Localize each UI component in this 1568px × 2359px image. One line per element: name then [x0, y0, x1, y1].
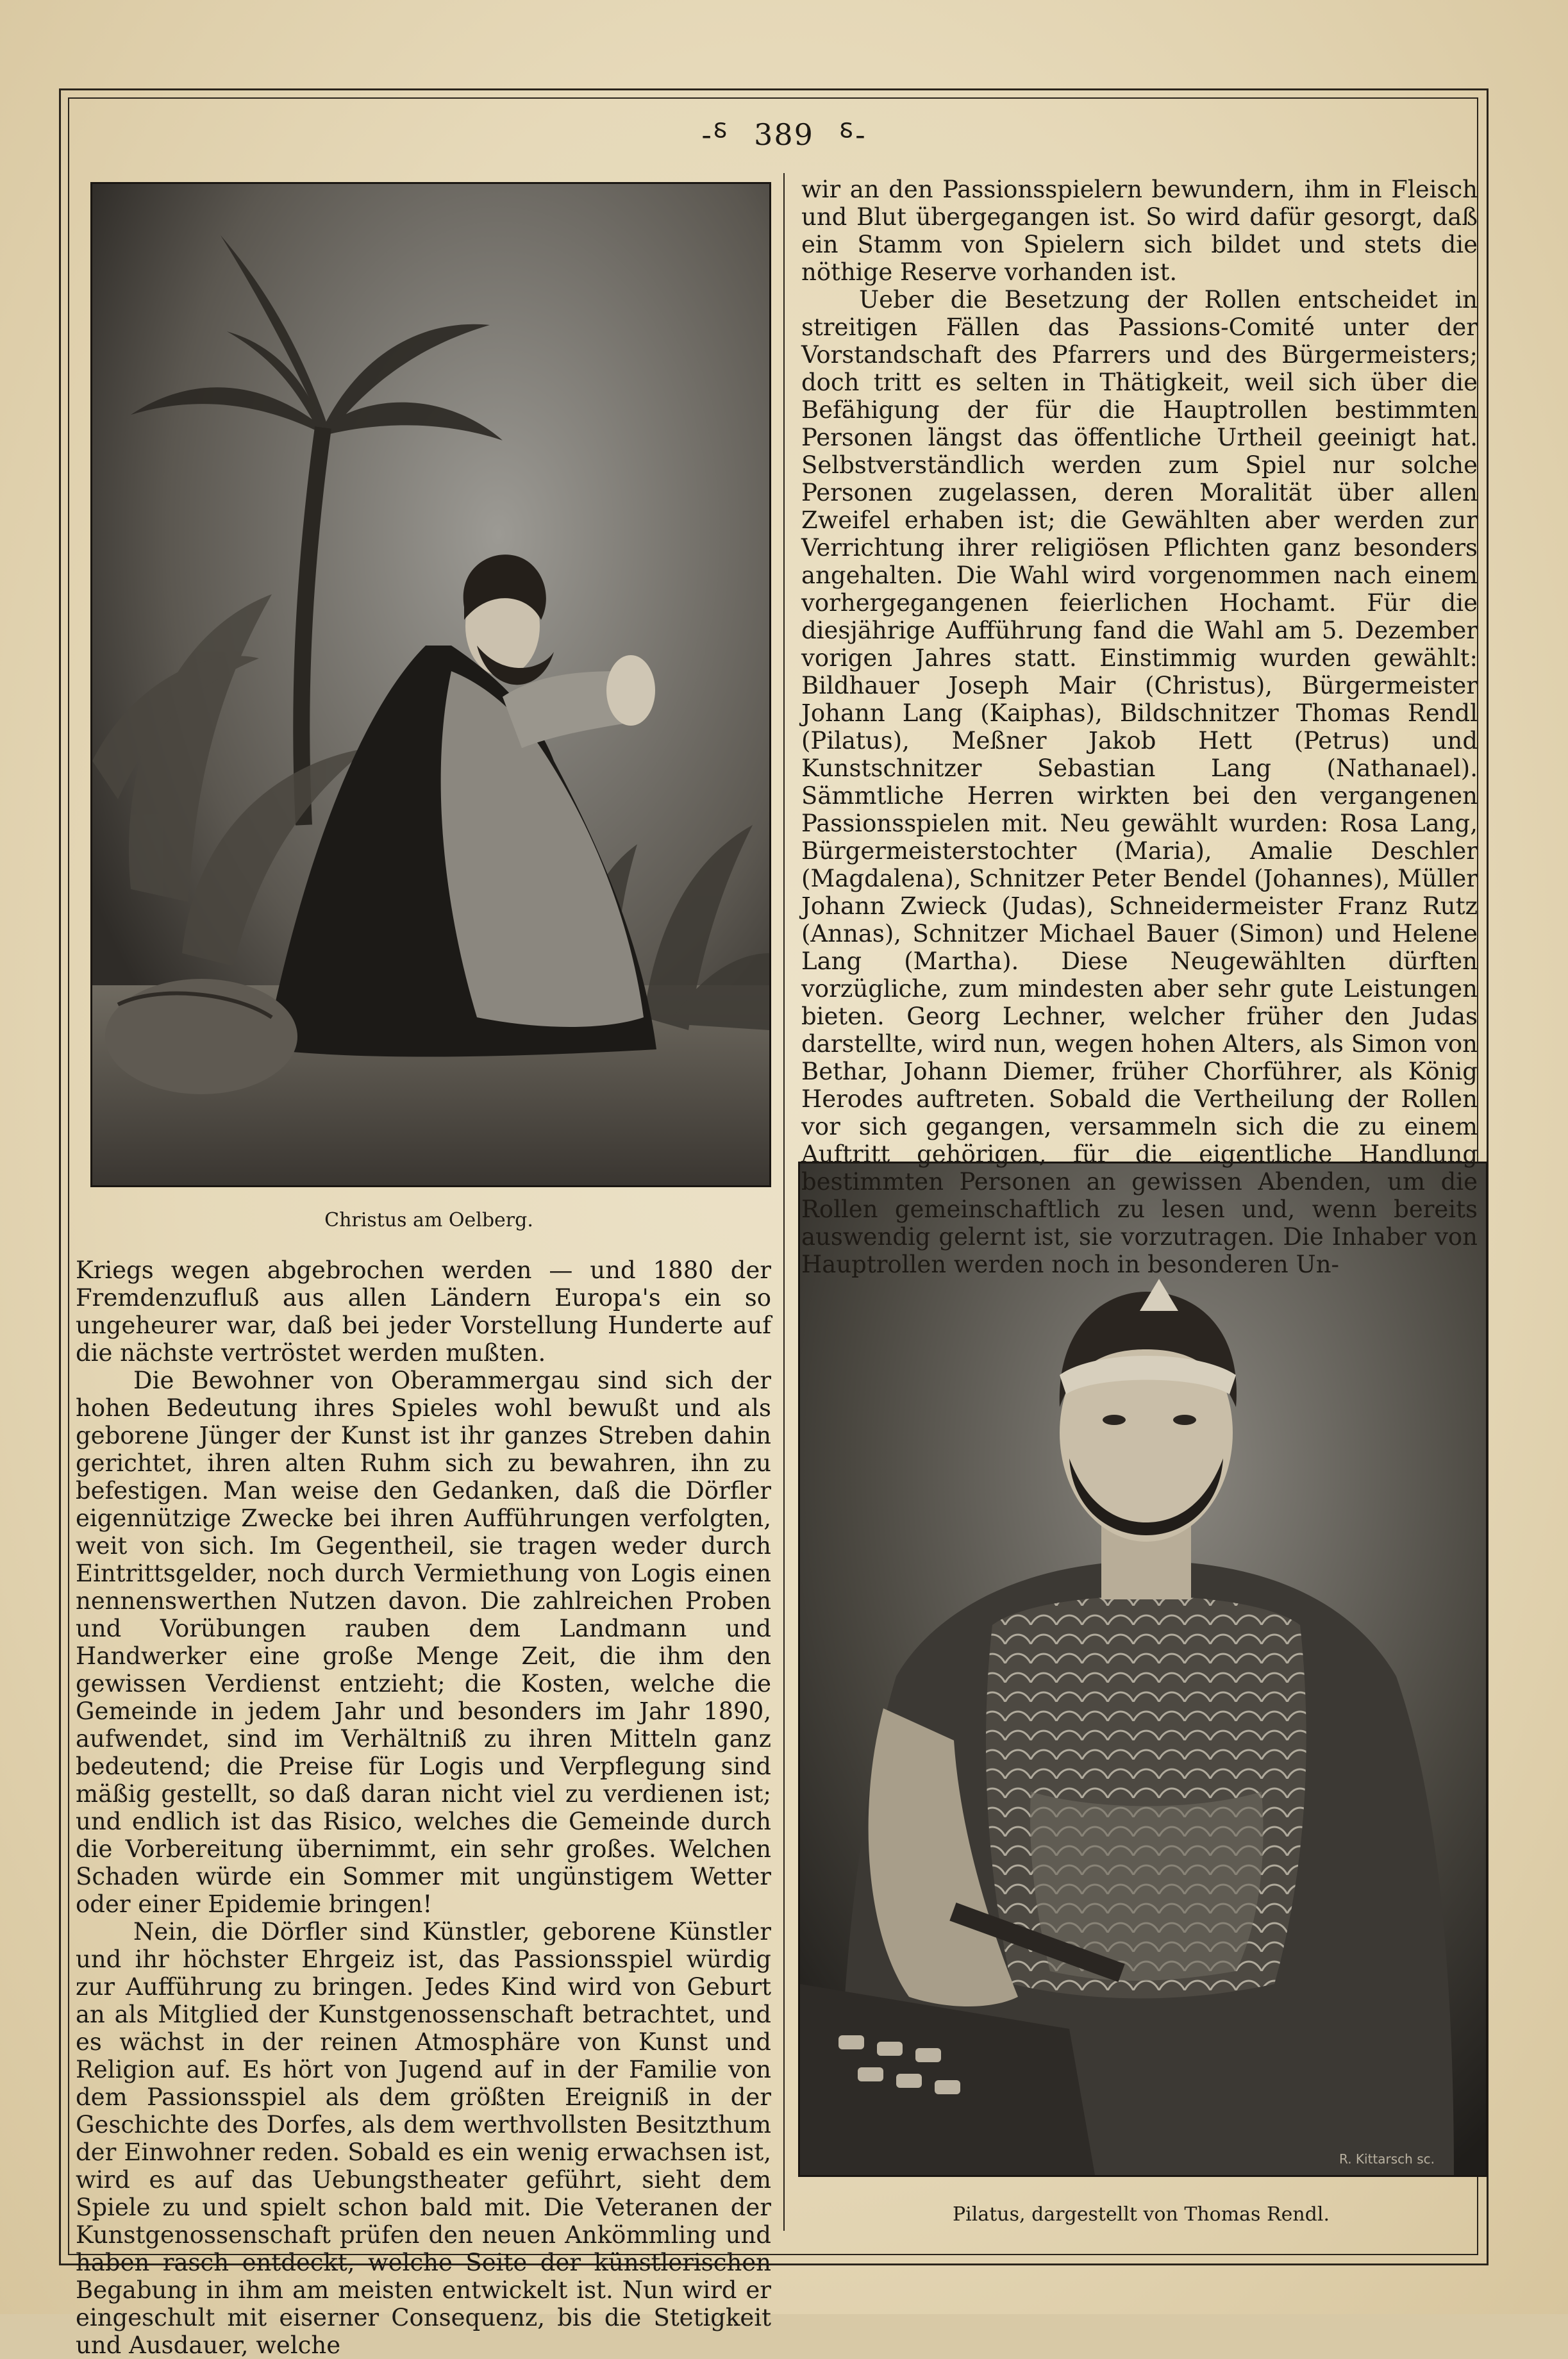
left-column-text [76, 1256, 771, 2359]
page-number: 389 [754, 117, 814, 152]
right-paragraph-1: wir an den Passionsspielern bewundern, ihm in Fleisch und Blut übergegangen ist. So wird dafür gesorgt, daß ein Stamm von Spielern sich bildet und stets die nöthige Reserve vorhanden ist. [801, 176, 1478, 286]
photo-christus-am-oelberg [90, 182, 771, 1187]
right-paragraph-2: Ueber die Besetzung der Rollen entscheidet in streitigen Fällen das Passions-Comité unter der Vorstandschaft des Pfarrers und des Bürgermeisters; doch tritt es selten in Thätigkeit, weil sich über die Befähigung der für die Hauptrollen bestimmten Personen längst das öffentliche Urtheil geeinigt hat. Selbstverständlich werden zum Spiel nur solche Personen zugelassen, deren Moralität über allen Zweifel erhaben ist; die Gewählten aber werden zur Verrichtung ihrer religiösen Pflichten ganz besonders angehalten. Die Wahl wird vorgenommen nach einem vorhergegangenen feierlichen Hochamt. Für die diesjährige Aufführung fand die Wahl am 5. Dezember vorigen Jahres statt. Einstimmig wurden gewählt: Bildhauer Joseph Mair (Christus), Bürgermeister Johann Lang (Kaiphas), Bildschnitzer Thomas Rendl (Pilatus), Meßner Jakob Hett (Petrus) und Kunstschnitzer Sebastian Lang (Nathanael). Sämmtliche Herren wirkten bei den vergangenen Passionsspielen mit. Neu gewählt wurden: Rosa Lang, Bürgermeisterstochter (Maria), Amalie Deschler (Magdalena), Schnitzer Peter Bendel (Johannes), Müller Johann Zwieck (Judas), Schneidermeister Franz Rutz (Annas), Schnitzer Michael Bauer (Simon) und Helene Lang (Martha). Diese Neugewählten dürften vorzügliche, zum mindesten aber sehr gute Leistungen bieten. Georg Lechner, welcher früher den Judas darstellte, wird nun, wegen hohen Alters, als Simon von Bethar, Johann Diemer, früher Chorführer, als König Herodes auftreten. Sobald die Vertheilung der Rollen vor sich gegangen, versammeln sich die zu einem Auftritt gehörigen, für die eigentliche Handlung bestimmten Personen an gewissen Abenden, um die Rollen gemeinschaftlich zu lesen und, wenn bereits auswendig gelernt ist, sie vorzutragen. Die Inhaber von Hauptrollen werden noch in besonderen Un- [801, 286, 1478, 1278]
left-paragraph-3: Nein, die Dörfler sind Künstler, geborene Künstler und ihr höchster Ehrgeiz ist, das Passionsspiel würdig zur Aufführung zu bringen. Jedes Kind wird von Geburt an als Mitglied der Kunstgenossenschaft betrachtet, und es wächst in der reinen Atmosphäre von Kunst und Religion auf. Es hört von Jugend auf in der Familie von dem Passionsspiel als dem größten Ereigniß in der Geschichte des Dorfes, als dem werthvollsten Besitzthum der Einwohner reden. Sobald es ein wenig erwachsen ist, wird es auf das Uebungstheater geführt, sieht dem Spiele zu und spielt schon bald mit. Die Veteranen der Kunstgenossenschaft prüfen den neuen Ankömmling und haben rasch entdeckt, welche Seite der künstlerischen Begabung in ihm am meisten entwickelt ist. Nun wird er eingeschult mit eiserner Consequenz, bis die Stetigkeit und Ausdauer, welche [76, 1918, 771, 2359]
page-number-ornament-left: -⸹ [701, 117, 730, 152]
page-number-ornament-right: ⸹- [838, 117, 867, 152]
column-divider [783, 173, 785, 2231]
left-paragraph-1: Kriegs wegen abgebrochen werden — und 1880 der Fremdenzufluß aus allen Ländern Europa's ein so ungeheurer war, daß bei jeder Vorstellung Hunderte auf die nächste vertröstet werden mußten. [76, 1256, 771, 1367]
caption-christus: Christus am Oelberg. [324, 1209, 533, 1231]
photo-pilatus [798, 1162, 1488, 2177]
caption-pilatus: Pilatus, dargestellt von Thomas Rendl. [952, 2203, 1330, 2226]
photo-pilatus-illustration [800, 1163, 1486, 2175]
page-number-header [0, 114, 1568, 154]
left-paragraph-2: Die Bewohner von Oberammergau sind sich der hohen Bedeutung ihres Spieles wohl bewußt und als geborene Jünger der Kunst ist ihr ganzes Streben dahin gerichtet, ihren alten Ruhm sich zu bewahren, ihn zu befestigen. Man weise den Gedanken, daß die Dörfler eigennützige Zwecke bei ihren Aufführungen verfolgten, weit von sich. Im Gegentheil, sie tragen weder durch Eintrittsgelder, noch durch Vermiethung von Logis einen nennenswerthen Nutzen davon. Die zahlreichen Proben und Vorübungen rauben dem Landmann und Handwerker eine große Menge Zeit, die ihm den gewissen Verdienst entzieht; die Kosten, welche die Gemeinde in jedem Jahr und besonders im Jahr 1890, aufwendet, sind im Verhältniß zu ihren Mitteln ganz bedeutend; die Preise für Logis und Verpflegung sind mäßig gestellt, so daß daran nicht viel zu verdienen ist; und endlich ist das Risico, welches die Gemeinde durch die Vorbereitung übernimmt, ein sehr großes. Welchen Schaden würde ein Sommer mit ungünstigem Wetter oder einer Epidemie bringen! [76, 1367, 771, 1918]
photo-christus-illustration [92, 184, 769, 1185]
right-column-text [801, 176, 1478, 1278]
photo-pilatus-signature: R. Kittarsch sc. [1339, 2151, 1435, 2167]
